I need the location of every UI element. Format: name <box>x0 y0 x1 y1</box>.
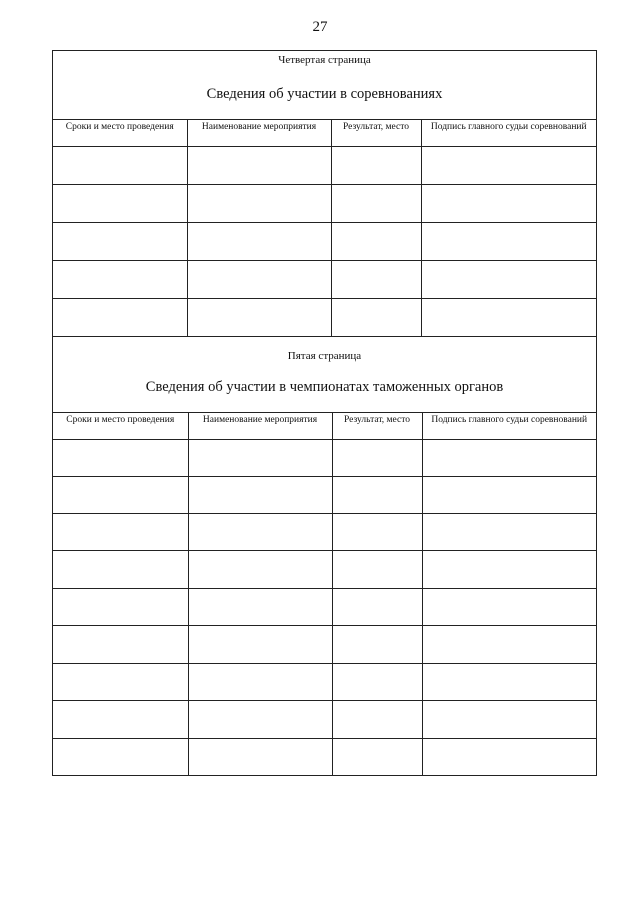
table-cell[interactable] <box>331 223 421 261</box>
table-cell[interactable] <box>422 514 596 551</box>
table-cell[interactable] <box>332 514 422 551</box>
table-cell[interactable] <box>53 514 188 551</box>
column-header-result: Результат, место <box>331 120 421 147</box>
table-cell[interactable] <box>187 147 331 185</box>
table-cell[interactable] <box>53 739 188 775</box>
table-cell[interactable] <box>187 261 331 299</box>
table-row <box>53 223 596 261</box>
section-subtitle: Пятая страница <box>287 350 362 362</box>
table-cell[interactable] <box>187 223 331 261</box>
table-cell[interactable] <box>188 514 332 551</box>
table-cell[interactable] <box>332 739 422 775</box>
table-cell[interactable] <box>331 261 421 299</box>
table-cell[interactable] <box>421 185 596 223</box>
table-cell[interactable] <box>53 440 188 477</box>
table-cell[interactable] <box>421 299 596 337</box>
table-cell[interactable] <box>422 477 596 514</box>
table-cell[interactable] <box>421 261 596 299</box>
table-cell[interactable] <box>332 589 422 626</box>
table-row <box>53 514 596 551</box>
column-header-dates-place: Сроки и место проведения <box>53 413 188 440</box>
table-cell[interactable] <box>53 261 187 299</box>
table-cell[interactable] <box>188 440 332 477</box>
section-subtitle: Четвертая страница <box>278 54 371 66</box>
table-cell[interactable] <box>421 147 596 185</box>
table-cell[interactable] <box>53 147 187 185</box>
table-cell[interactable] <box>422 701 596 739</box>
table-cell[interactable] <box>188 701 332 739</box>
table-row <box>53 551 596 589</box>
table-cell[interactable] <box>53 185 187 223</box>
section-title: Сведения об участии в соревнованиях <box>206 86 443 102</box>
customs-championships-table <box>53 412 596 775</box>
column-header-judge-signature: Подпись главного судьи соревнований <box>421 120 596 147</box>
table-cell[interactable] <box>187 299 331 337</box>
table-cell[interactable] <box>332 477 422 514</box>
table-cell[interactable] <box>53 589 188 626</box>
table-row <box>53 299 596 337</box>
table-cell[interactable] <box>188 739 332 775</box>
table-cell[interactable] <box>188 589 332 626</box>
form-frame <box>52 50 597 776</box>
column-header-judge-signature: Подпись главного судьи соревнований <box>422 413 596 440</box>
table-cell[interactable] <box>53 664 188 701</box>
table-cell[interactable] <box>53 477 188 514</box>
table-cell[interactable] <box>53 701 188 739</box>
table-row <box>53 701 596 739</box>
table-row <box>53 739 596 775</box>
table-cell[interactable] <box>331 299 421 337</box>
table-cell[interactable] <box>422 589 596 626</box>
section-divider <box>53 336 596 337</box>
table-row <box>53 626 596 664</box>
table-row <box>53 589 596 626</box>
column-header-dates-place: Сроки и место проведения <box>53 120 187 147</box>
table-cell[interactable] <box>53 551 188 589</box>
table-cell[interactable] <box>188 551 332 589</box>
table-cell[interactable] <box>332 626 422 664</box>
table-cell[interactable] <box>422 664 596 701</box>
table-cell[interactable] <box>422 626 596 664</box>
table-cell[interactable] <box>332 440 422 477</box>
section-title: Сведения об участии в чемпионатах таможенных органов <box>145 379 504 395</box>
table-cell[interactable] <box>331 185 421 223</box>
table-cell[interactable] <box>188 626 332 664</box>
table-row <box>53 147 596 185</box>
table-cell[interactable] <box>53 223 187 261</box>
table-cell[interactable] <box>421 223 596 261</box>
table-header-row <box>53 413 596 440</box>
table-cell[interactable] <box>422 739 596 775</box>
table-row <box>53 440 596 477</box>
table-cell[interactable] <box>422 551 596 589</box>
page-number: 27 <box>312 19 328 35</box>
table-cell[interactable] <box>332 664 422 701</box>
column-header-event-name: Наименование мероприятия <box>187 120 331 147</box>
table-cell[interactable] <box>422 440 596 477</box>
competitions-table <box>53 119 596 337</box>
table-cell[interactable] <box>187 185 331 223</box>
table-cell[interactable] <box>332 551 422 589</box>
table-cell[interactable] <box>188 477 332 514</box>
table-cell[interactable] <box>331 147 421 185</box>
column-header-result: Результат, место <box>332 413 422 440</box>
table-row <box>53 664 596 701</box>
table-row <box>53 477 596 514</box>
table-cell[interactable] <box>188 664 332 701</box>
table-row <box>53 261 596 299</box>
column-header-event-name: Наименование мероприятия <box>188 413 332 440</box>
table-cell[interactable] <box>332 701 422 739</box>
table-cell[interactable] <box>53 626 188 664</box>
table-cell[interactable] <box>53 299 187 337</box>
table-header-row <box>53 120 596 147</box>
table-row <box>53 185 596 223</box>
